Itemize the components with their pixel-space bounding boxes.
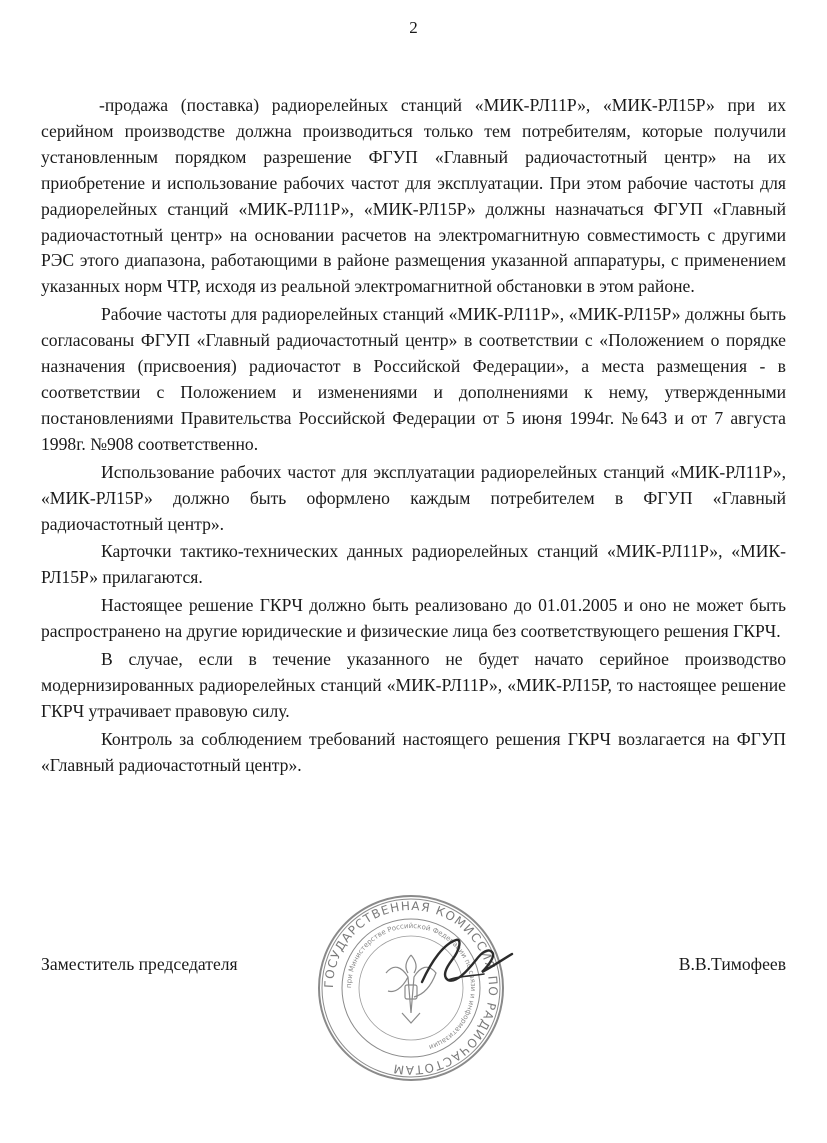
page-number: 2 xyxy=(409,18,418,37)
signature-block xyxy=(41,954,786,984)
paragraph-frequency-registration: Использование рабочих частот для эксплуатации радиорелейных станций «МИК-РЛ11Р», «МИК-РЛ15Р» должно быть оформлено каждым потребителем в ФГУП «Главный радиочастотный центр». xyxy=(41,461,786,534)
stamp-inner-text: при Министерстве Российской Федерации по связи и информатизации xyxy=(344,921,478,1052)
paragraph-validity-term: Настоящее решение ГКРЧ должно быть реализовано до 01.01.2005 и оно не может быть распространено на другие юридические и физические лица без соответствующего решения ГКРЧ. xyxy=(41,595,786,642)
paragraph-attachments: Карточки тактико-технических данных радиорелейных станций «МИК-РЛ11Р», «МИК-РЛ15Р» прилагаются. xyxy=(41,541,786,588)
stamp-outer-text: ГОСУДАРСТВЕННАЯ КОМИССИЯ ПО РАДИОЧАСТОТАМ xyxy=(321,898,501,1078)
signer-position: Заместитель председателя xyxy=(41,954,238,974)
paragraph-frequency-approval: Рабочие частоты для радиорелейных станций «МИК-РЛ11Р», «МИК-РЛ15Р» должны быть согласованы ФГУП «Главный радиочастотный центр» в соответствии с «Положением о порядке назначения (присвоения) радиочастот в Российской Федерации», а места размещения - в соответствии с Положением и изменениями и дополнениями к нему, утвержденными постановлениями Правительства Российской Федерации от 5 июня 1994г. №643 и от 7 августа 1998г. №908 соответственно. xyxy=(41,304,786,454)
paragraph-sale-conditions: -продажа (поставка) радиорелейных станций «МИК-РЛ11Р», «МИК-РЛ15Р» при их серийном производстве должна производиться только тем потребителям, которые получили установленным порядком разрешение ФГУП «Главный радиочастотный центр» на их приобретение и использование рабочих частот для эксплуатации. При этом рабочие частоты для радиорелейных станций «МИК-РЛ11Р», «МИК-РЛ15Р» должны назначаться ФГУП «Главный радиочастотный центр» на основании расчетов на электромагнитную совместимость с другими РЭС этого диапазона, работающими в районе размещения указанной аппаратуры, с применением указанных норм ЧТР, исходя из реальной электромагнитной обстановки в этом районе. xyxy=(41,95,786,297)
paragraph-control: Контроль за соблюдением требований настоящего решения ГКРЧ возлагается на ФГУП «Главный радиочастотный центр». xyxy=(41,728,786,775)
signer-name: В.В.Тимофеев xyxy=(678,954,786,974)
document-body xyxy=(41,93,786,781)
paragraph-loss-of-force: В случае, если в течение указанного не будет начато серийное производство модернизированных радиорелейных станций «МИК-РЛ11Р», «МИК-РЛ15Р, то настоящее решение ГКРЧ утрачивает правовую силу. xyxy=(41,649,786,721)
